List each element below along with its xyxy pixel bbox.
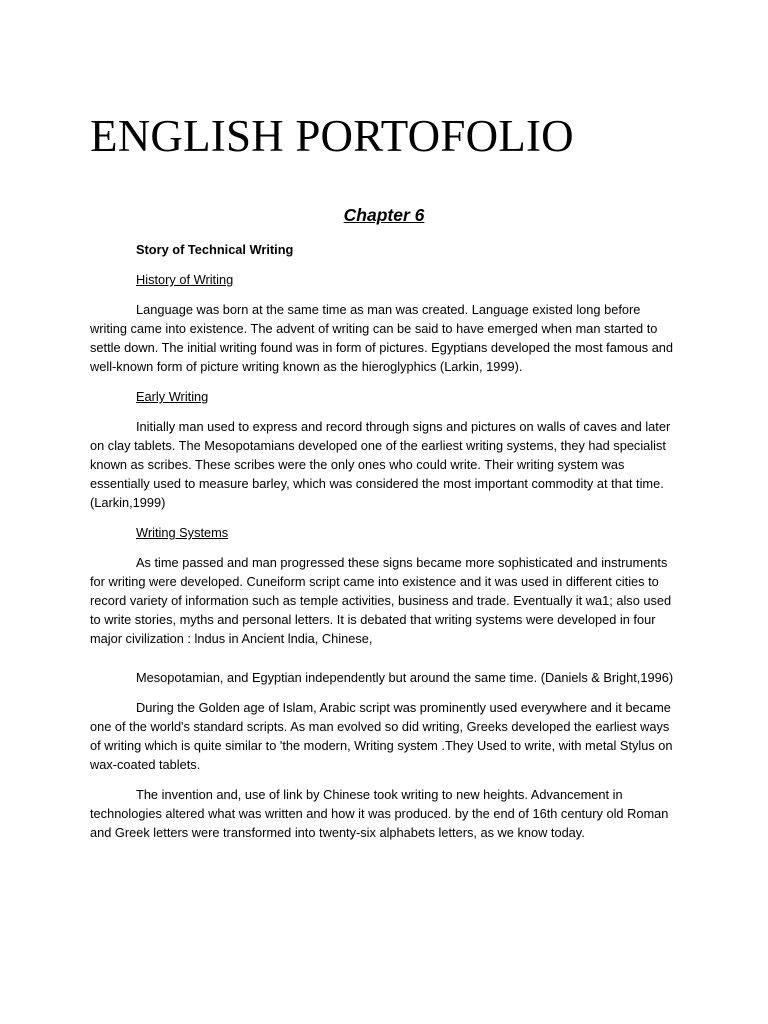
document-title: ENGLISH PORTOFOLIO <box>90 111 574 161</box>
paragraph-early-writing: Initially man used to express and record through signs and pictures on walls of caves and later on clay tablets. The Mesopotamians developed one of the earliest writing systems, they had specialist known as scribes. These scribes were the only ones who could write. Their writing system was essentially used to measure barley, which was considered the most important commodity at that time. (Larkin,1999) <box>90 419 671 510</box>
paragraph-golden-age: During the Golden age of Islam, Arabic script was prominently used everywhere and it became one of the world's standard scripts. As man evolved so did writing, Greeks developed the earliest ways of writing which is quite similar to 'the modern, Writing system .They Used to write, with metal Stylus on wax-coated tablets. <box>90 700 673 772</box>
section-heading-history: History of Writing <box>136 272 234 287</box>
paragraph-invention-ink: The invention and, use of link by Chinese took writing to new heights. Advancement in technologies altered what was written and how it was produced. by the end of 16th century old Roman and Greek letters were transformed into twenty-six alphabets letters, as we know today. <box>90 787 669 840</box>
document-body <box>90 240 678 853</box>
chapter-heading: Chapter 6 <box>343 205 425 225</box>
subtitle: Story of Technical Writing <box>136 242 294 257</box>
section-heading-writing-systems: Writing Systems <box>136 525 229 540</box>
section-heading-early-writing: Early Writing <box>136 389 209 404</box>
paragraph-writing-systems-1: As time passed and man progressed these signs became more sophisticated and instruments for writing were developed. Cuneiform script came into existence and it was used in different cities to record variety of information such as temple activities, business and trade. Eventually it wa1; also used to write stories, myths and personal letters. It is debated that writing systems were developed in four major civilization : lndus in Ancient lndia, Chinese, <box>90 555 672 646</box>
paragraph-writing-systems-2: Mesopotamian, and Egyptian independently but around the same time. (Daniels & Bright,1996) <box>136 670 674 685</box>
paragraph-history: Language was born at the same time as man was created. Language existed long before writing came into existence. The advent of writing can be said to have emerged when man started to settle down. The initial writing found was in form of pictures. Egyptians developed the most famous and well-known form of picture writing known as the hieroglyphics (Larkin, 1999). <box>90 302 674 374</box>
